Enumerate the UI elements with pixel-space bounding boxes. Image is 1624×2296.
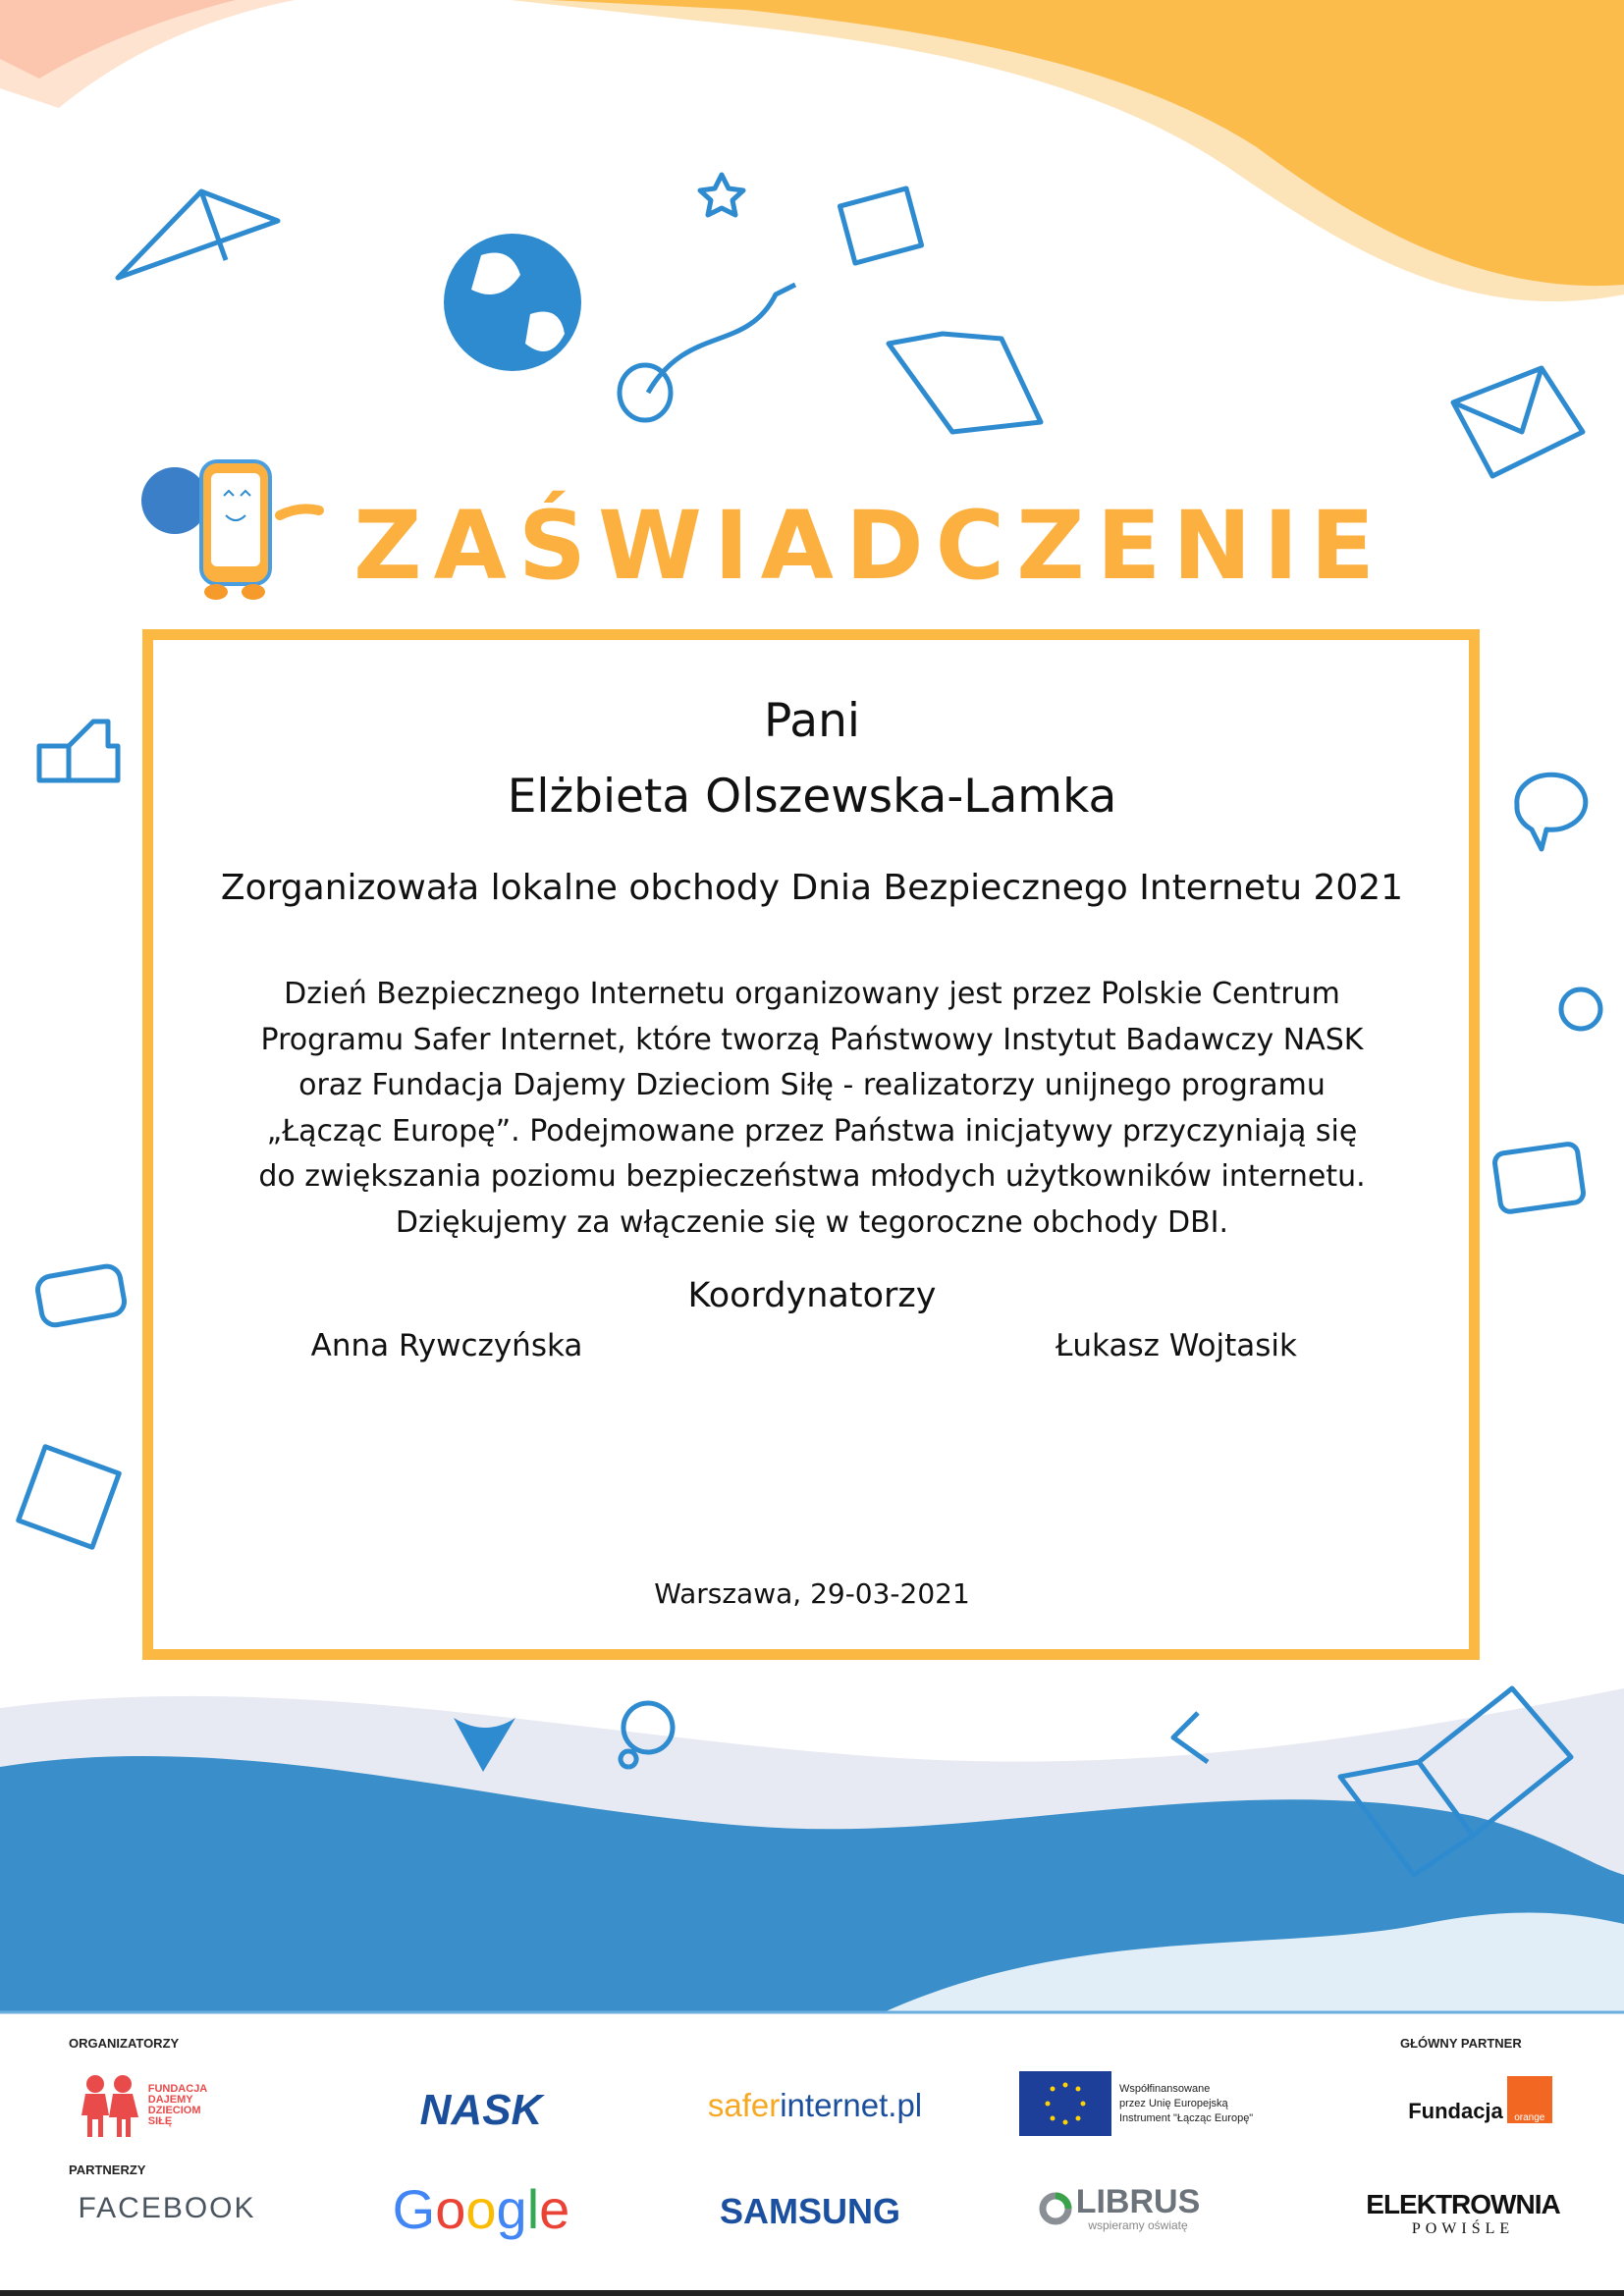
saferinternet-logo xyxy=(687,2081,943,2130)
facebook-logo: FACEBOOK xyxy=(78,2192,256,2224)
google-letter: l xyxy=(526,2177,540,2240)
fundacja-text: Fundacja xyxy=(1408,2099,1503,2123)
eu-line: przez Unię Europejską xyxy=(1119,2097,1228,2109)
bottom-border xyxy=(0,2290,1624,2296)
coordinator-name-2: Łukasz Wojtasik xyxy=(1055,1328,1298,1363)
arrow-icon xyxy=(889,334,1041,432)
librus-ring-icon xyxy=(1039,2192,1072,2225)
powisle-text: POWIŚLE xyxy=(1411,2219,1515,2237)
nask-logo: NASK xyxy=(419,2086,543,2134)
eu-line: Współfinansowane xyxy=(1119,2082,1211,2095)
paragraph-line: Dziękujemy za włączenie się w tegoroczne obchody DBI. xyxy=(395,1204,1229,1240)
fdds-line: SIŁĘ xyxy=(147,2115,173,2127)
envelope-icon xyxy=(1453,368,1583,476)
fdds-line: DZIECIOM xyxy=(147,2105,201,2116)
google-letter: o xyxy=(465,2177,497,2240)
eu-logo xyxy=(1019,2071,1294,2136)
paragraph-line: do zwiększania poziomu bezpieczeństwa młodych użytkowników internetu. xyxy=(258,1159,1366,1194)
elektrownia-text: ELEKTROWNIA xyxy=(1366,2188,1560,2219)
certificate-title: ZAŚWIADCZENIE xyxy=(353,491,1386,601)
librus-logo xyxy=(1021,2179,1218,2238)
elektrownia-logo xyxy=(1345,2181,1581,2245)
fdds-line: FUNDACJA xyxy=(147,2083,208,2095)
paragraph-line: Dzień Bezpiecznego Internetu organizowany jest przez Polskie Centrum xyxy=(284,977,1340,1011)
fdds-logo xyxy=(69,2071,216,2140)
google-letter: o xyxy=(435,2177,466,2240)
saferinternet-logo-part: safer xyxy=(707,2087,781,2123)
librus-text: LIBRUS xyxy=(1075,2183,1201,2220)
google-letter: g xyxy=(496,2177,527,2240)
partners-label: PARTNERZY xyxy=(69,2163,146,2177)
google-letter: G xyxy=(392,2177,436,2240)
fdds-line: DAJEMY xyxy=(147,2094,193,2106)
paragraph-line: Programu Safer Internet, które tworzą Państwowy Instytut Badawczy NASK xyxy=(260,1022,1364,1057)
google-letter: e xyxy=(539,2177,570,2240)
coordinators-heading: Koordynatorzy xyxy=(687,1276,937,1315)
tablet-mascot-icon xyxy=(141,461,319,600)
image-icon xyxy=(19,1447,120,1548)
video-icon xyxy=(839,188,921,263)
place-date: Warszawa, 29-03-2021 xyxy=(654,1577,970,1610)
librus-tagline: wspieramy oświatę xyxy=(1088,2218,1188,2232)
paragraph-line: oraz Fundacja Dajemy Dzieciom Siłę - realizatorzy unijnego programu xyxy=(298,1068,1326,1102)
paper-plane-icon xyxy=(118,191,278,278)
organizers-label: ORGANIZATORZY xyxy=(69,2036,180,2051)
fundacja-orange-logo xyxy=(1399,2075,1561,2124)
salutation: Pani xyxy=(764,694,860,748)
saferinternet-logo-part: internet.pl xyxy=(780,2087,923,2123)
samsung-logo: SAMSUNG xyxy=(719,2190,900,2231)
children-icon xyxy=(78,2074,142,2137)
globe-icon xyxy=(444,234,581,371)
google-logo xyxy=(383,2174,579,2243)
eu-flag-icon xyxy=(1019,2071,1111,2136)
mouse-cable-icon xyxy=(648,285,795,393)
recipient-name: Elżbieta Olszewska-Lamka xyxy=(507,770,1117,824)
paragraph-line: „Łącząc Europę”. Podejmowane przez Państwa inicjatywy przyczyniają się xyxy=(266,1113,1358,1148)
description-paragraph xyxy=(0,972,1624,1246)
main-partner-label: GŁÓWNY PARTNER xyxy=(1400,2036,1522,2051)
mouse-icon xyxy=(620,365,671,420)
eu-line: Instrument "Łącząc Europę" xyxy=(1119,2111,1254,2124)
orange-badge: orange xyxy=(1507,2076,1552,2123)
star-icon xyxy=(700,175,743,215)
achievement-text: Zorganizowała lokalne obchody Dnia Bezpiecznego Internetu 2021 xyxy=(220,868,1404,908)
coordinator-name-1: Anna Rywczyńska xyxy=(310,1328,583,1363)
